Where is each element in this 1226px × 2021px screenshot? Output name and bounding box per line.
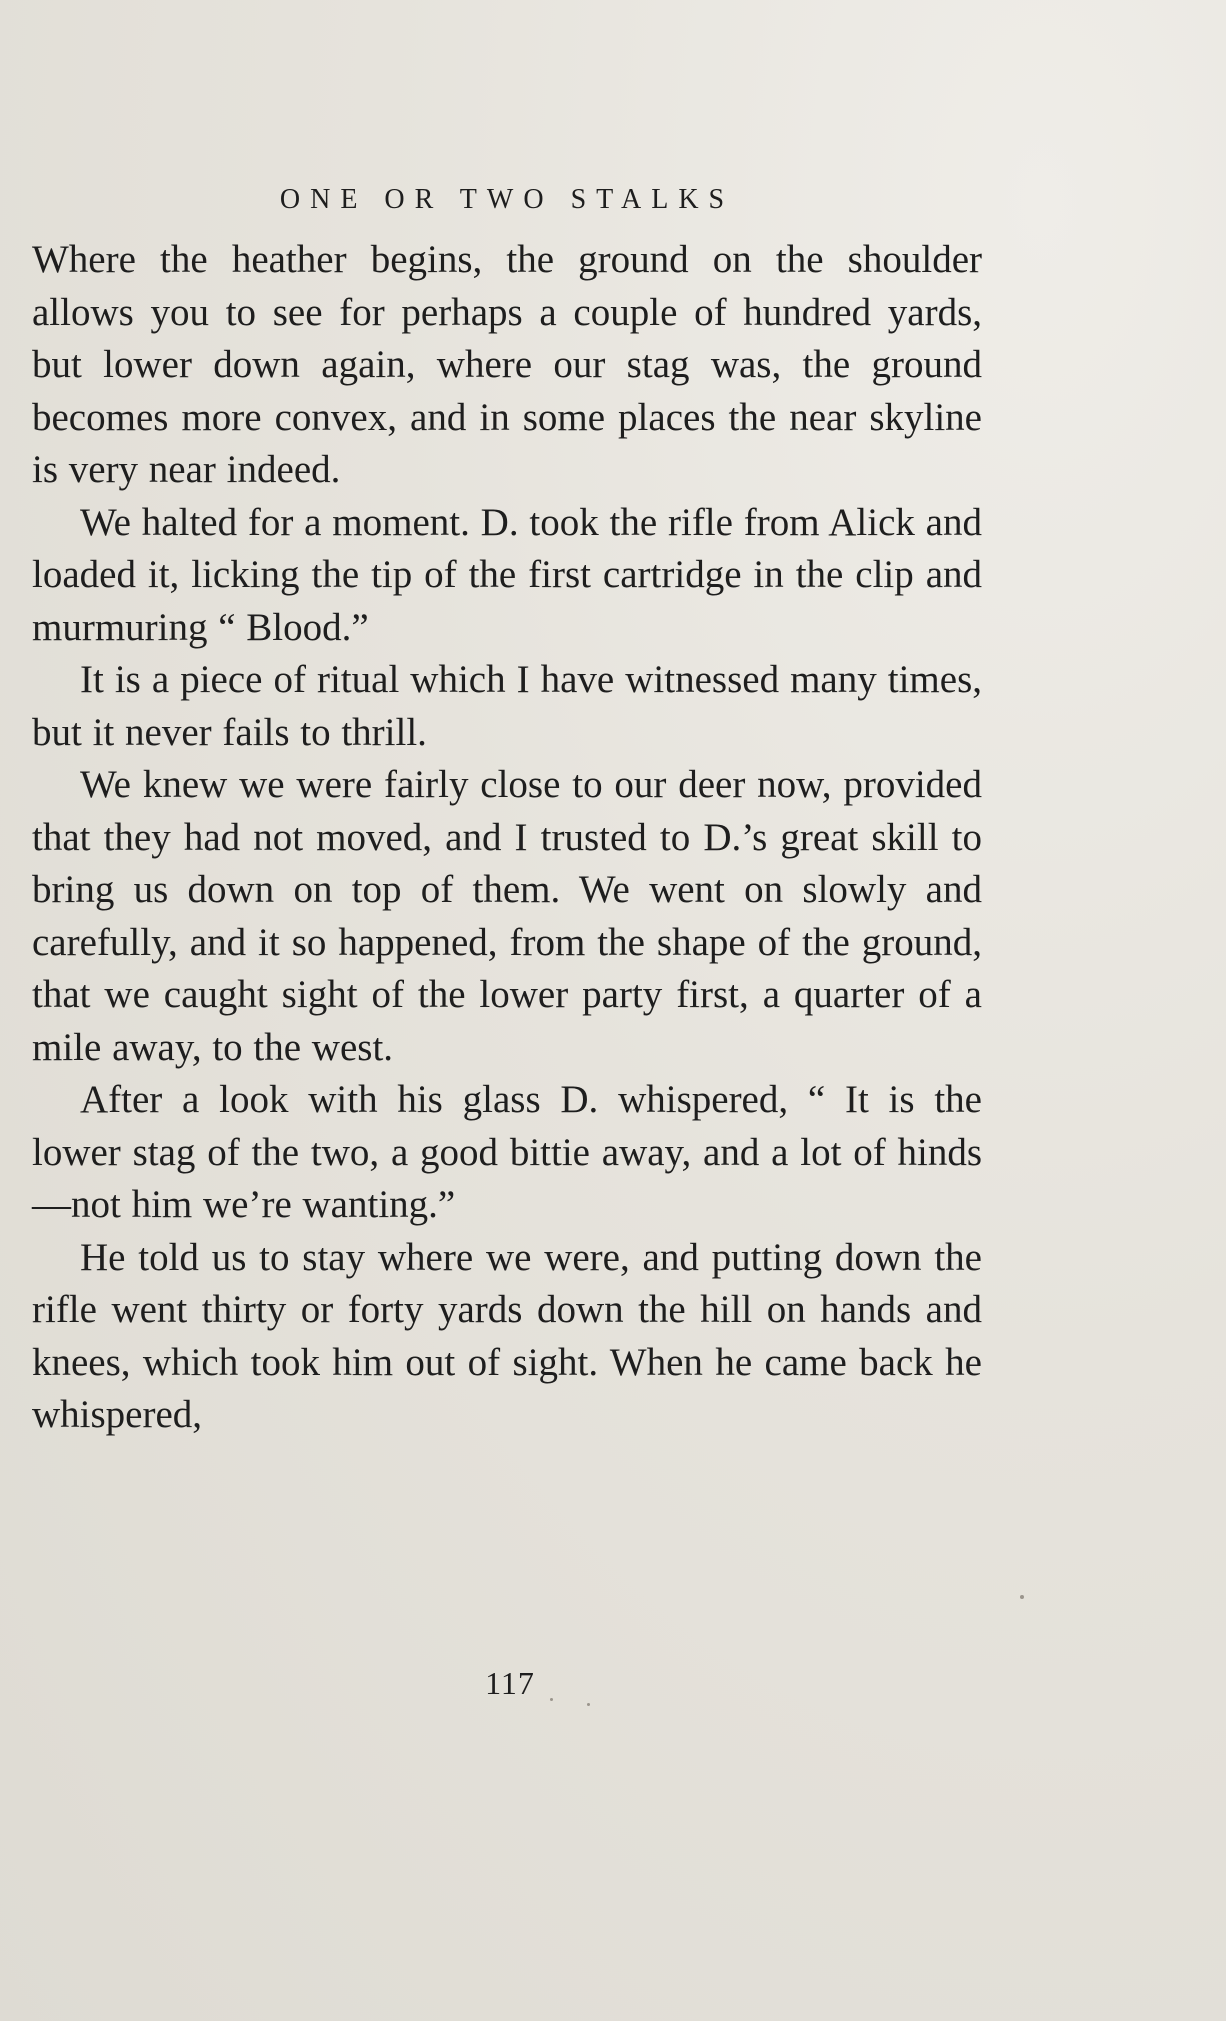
- paper-speck: [587, 1703, 590, 1706]
- paper-speck: [550, 1698, 553, 1701]
- paragraph: Where the heather begins, the ground on the shoulder allows you to see for perhaps a couple of hundred yards, but lower down again, where our stag was, the ground becomes more convex, and in some places the near skyline is very near indeed.: [32, 238, 982, 491]
- running-head: ONE OR TWO STALKS: [279, 184, 735, 215]
- book-page: [32, 180, 982, 1442]
- paragraph: After a look with his glass D. whispered, “ It is the lower stag of the two, a good bittie away, and a lot of hinds—not him we’re wanting.”: [32, 1078, 982, 1226]
- paragraph: He told us to stay where we were, and putting down the rifle went thirty or forty yards down the hill on hands and knees, which took him out of sight. When he came back he whispered,: [32, 1235, 982, 1436]
- paragraph: It is a piece of ritual which I have witnessed many times, but it never fails to thrill.: [32, 658, 982, 754]
- paragraph: We knew we were fairly close to our deer now, provided that they had not moved, and I trusted to D.’s great skill to bring us down on top of them. We went on slowly and carefully, and it so happened, from the shape of the ground, that we caught sight of the lower party first, a quarter of a mile away, to the west.: [32, 763, 982, 1069]
- body-text: [32, 234, 982, 1442]
- page-number: 117: [485, 1665, 535, 1701]
- paper-speck: [1020, 1595, 1024, 1599]
- paragraph: We halted for a moment. D. took the rifle from Alick and loaded it, licking the tip of the first cartridge in the clip and murmuring “ Blood.”: [32, 500, 982, 649]
